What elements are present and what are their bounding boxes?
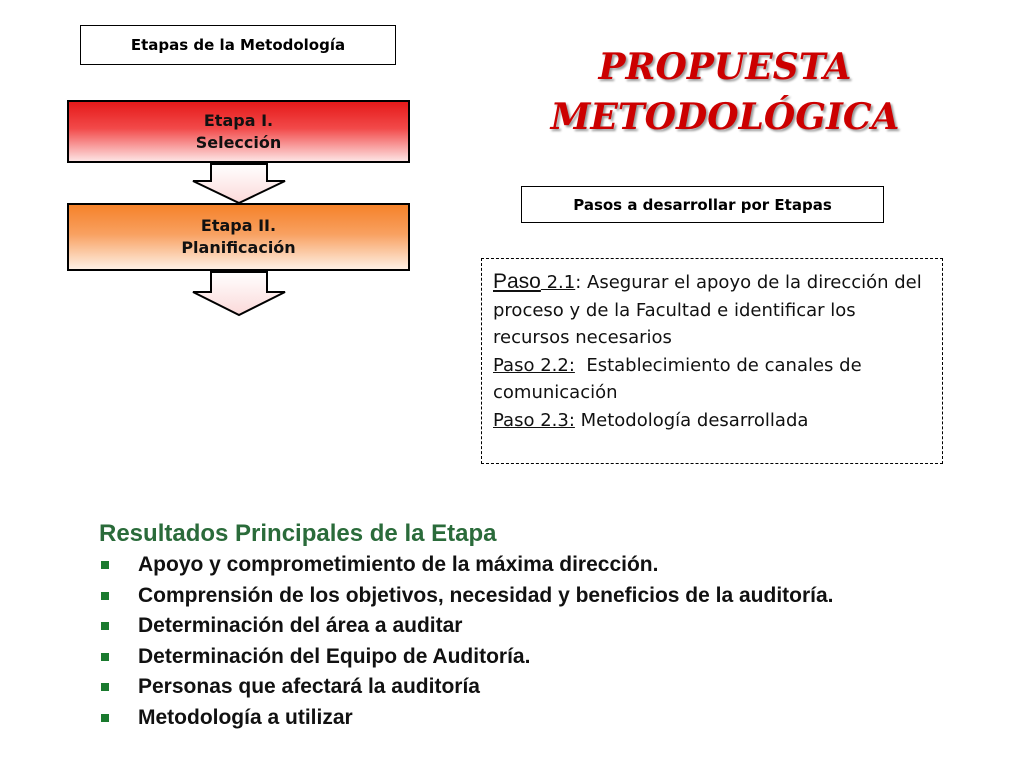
step-1-number: 2.1 bbox=[540, 272, 576, 293]
square-bullet-icon bbox=[101, 714, 109, 722]
list-item-text: Metodología a utilizar bbox=[138, 705, 353, 729]
square-bullet-icon bbox=[101, 561, 109, 569]
list-item bbox=[99, 642, 1019, 673]
step-1-label: Paso bbox=[493, 270, 541, 293]
stage-2-line2: Planificación bbox=[181, 238, 296, 257]
list-item-text: Apoyo y comprometimiento de la máxima dirección. bbox=[138, 553, 659, 576]
steps-box bbox=[481, 258, 943, 464]
step-2-label: Paso 2.2: bbox=[493, 354, 575, 376]
step-2-text: Establecimiento de canales de comunicación bbox=[493, 354, 868, 403]
step-1-text: Asegurar el apoyo de la dirección del proceso y de la Facultad e identificar los recursos necesarios bbox=[493, 272, 922, 348]
page-title-line2: METODOLÓGICA bbox=[550, 96, 900, 138]
step-1 bbox=[493, 272, 922, 348]
stage-1-line2: Selección bbox=[195, 132, 282, 152]
list-item-text: Comprensión de los objetivos, necesidad y beneficios de la auditoría. bbox=[138, 583, 834, 607]
list-item bbox=[99, 703, 1019, 734]
pasos-header-box bbox=[521, 186, 884, 223]
list-item bbox=[99, 550, 1019, 581]
stage-2-box bbox=[67, 203, 410, 271]
stage-2-line1: Etapa II. bbox=[200, 216, 277, 235]
stage-1-box bbox=[67, 100, 410, 163]
list-item-text: Determinación del Equipo de Auditoría. bbox=[138, 644, 531, 668]
list-item bbox=[99, 672, 1019, 703]
square-bullet-icon bbox=[101, 592, 109, 600]
results-title: Resultados Principales de la Etapa bbox=[99, 520, 497, 547]
results-section bbox=[99, 518, 1019, 733]
step-3 bbox=[493, 410, 808, 431]
results-list bbox=[99, 550, 1019, 733]
square-bullet-icon bbox=[101, 653, 109, 661]
down-arrow-icon bbox=[191, 163, 287, 205]
list-item bbox=[99, 581, 1019, 612]
page-title bbox=[520, 42, 930, 142]
list-item-text: Determinación del área a auditar bbox=[138, 614, 463, 637]
pasos-header-text: Pasos a desarrollar por Etapas bbox=[573, 195, 832, 214]
step-3-text: Metodología desarrollada bbox=[574, 409, 809, 431]
down-arrow-icon bbox=[191, 271, 287, 317]
step-2 bbox=[493, 355, 867, 404]
list-item-text: Personas que afectará la auditoría bbox=[138, 675, 480, 698]
step-3-label: Paso 2.3: bbox=[493, 409, 575, 431]
list-item bbox=[99, 611, 1019, 642]
stages-header-box bbox=[80, 25, 396, 65]
stages-header-text: Etapas de la Metodología bbox=[130, 36, 346, 54]
step-1-sep: : bbox=[575, 272, 588, 293]
square-bullet-icon bbox=[101, 683, 109, 691]
square-bullet-icon bbox=[101, 622, 109, 630]
page-title-line1: PROPUESTA bbox=[598, 46, 852, 88]
stage-1-line1: Etapa I. bbox=[203, 110, 274, 130]
